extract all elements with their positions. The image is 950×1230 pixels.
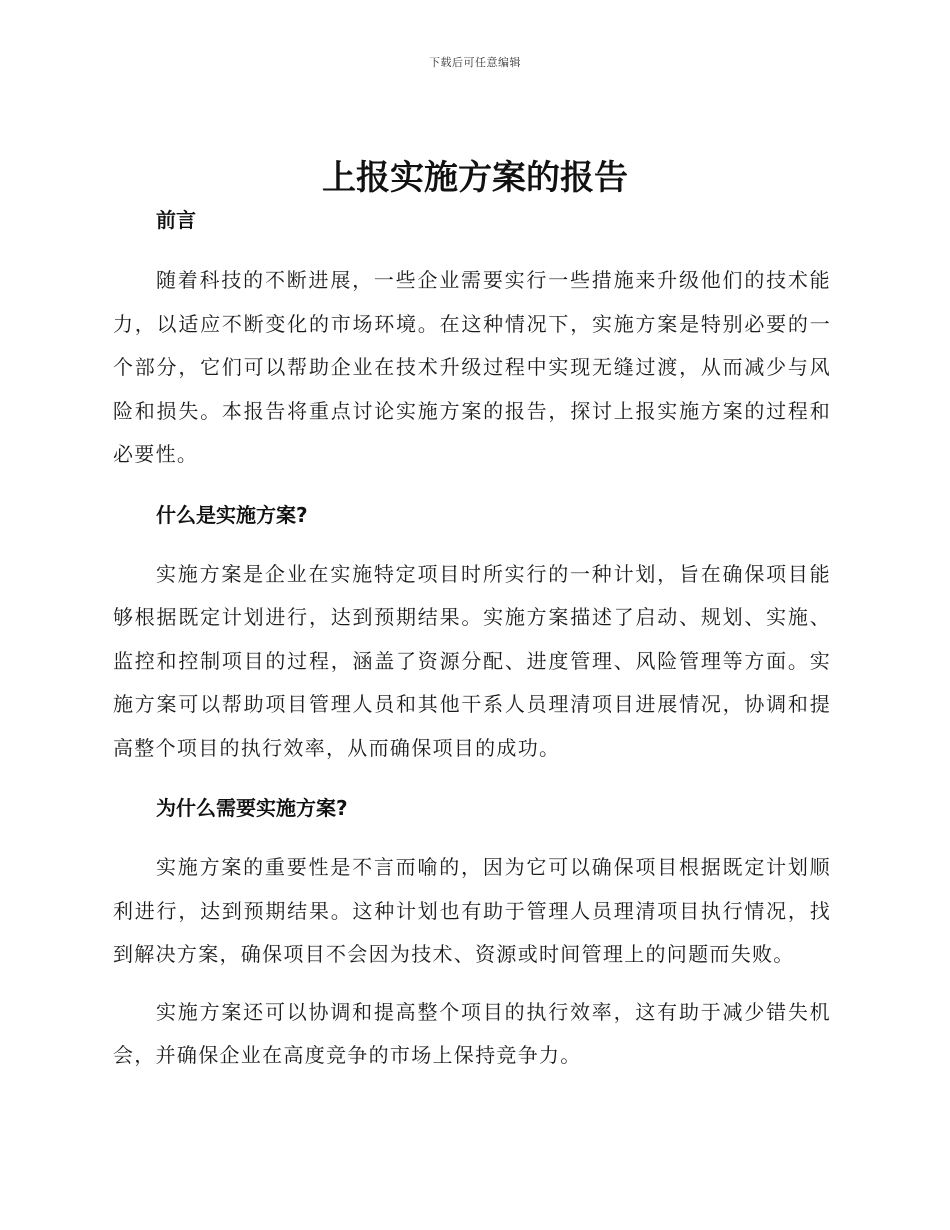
section-heading-why: 为什么需要实施方案? (156, 796, 348, 820)
page-header-note: 下载后可任意编辑 (429, 56, 521, 69)
section-paragraph-preface: 随着科技的不断进展，一些企业需要实行一些措施来升级他们的技术能力，以适应不断变化的市场环境。在这种情况下，实施方案是特别必要的一个部分，它们可以帮助企业在技术升级过程中实现无缝过渡，从而减少与风险和损失。本报告将重点讨论实施方案的报告，探讨上报实施方案的过程和必要性。 (113, 268, 831, 466)
section-paragraph-what: 实施方案是企业在实施特定项目时所实行的一种计划，旨在确保项目能够根据既定计划进行，达到预期结果。实施方案描述了启动、规划、实施、监控和控制项目的过程，涵盖了资源分配、进度管理、风险管理等方面。实施方案可以帮助项目管理人员和其他干系人员理清项目进展情况，协调和提高整个项目的执行效率，从而确保项目的成功。 (113, 561, 831, 760)
section-heading-preface: 前言 (156, 208, 196, 232)
section-paragraph-why-1: 实施方案的重要性是不言而喻的，因为它可以确保项目根据既定计划顺利进行，达到预期结果。这种计划也有助于管理人员理清项目执行情况，找到解决方案，确保项目不会因为技术、资源或时间管理上的问题而失败。 (113, 855, 831, 966)
document-title: 上报实施方案的报告 (322, 158, 628, 198)
document-body (113, 200, 831, 1078)
section-paragraph-why-2: 实施方案还可以协调和提高整个项目的执行效率，这有助于减少错失机会，并确保企业在高度竞争的市场上保持竞争力。 (113, 999, 831, 1067)
section-heading-what: 什么是实施方案? (156, 502, 308, 527)
